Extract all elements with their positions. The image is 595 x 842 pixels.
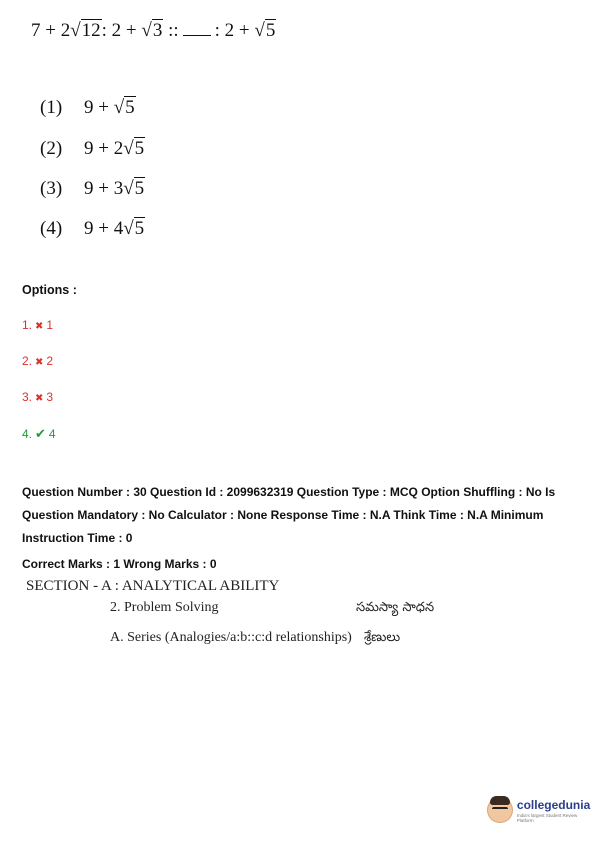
- choice-number: (4): [40, 218, 63, 239]
- choice-number: (3): [40, 178, 63, 199]
- check-icon: ✔: [35, 426, 46, 441]
- option-value: 2: [46, 354, 54, 368]
- options-title: Options :: [22, 283, 77, 297]
- option-1: [22, 318, 53, 332]
- radicand-12: 12: [81, 20, 101, 41]
- sqrt-sign: √: [123, 178, 134, 199]
- radicand-3: 3: [152, 20, 163, 41]
- question-meta-line-1: Question Number : 30 Question Id : 2099632319 Question Type : MCQ Option Shuffling : No Is: [22, 485, 556, 499]
- option-value: 3: [46, 390, 54, 404]
- sqrt-sign: √: [113, 97, 125, 118]
- choice-coef: 4: [113, 218, 124, 239]
- question-term-b: : 2 +: [101, 20, 142, 41]
- choice-number: (2): [40, 138, 63, 159]
- question-term-a: 7 + 2: [31, 20, 71, 41]
- sqrt-sign: √: [123, 218, 134, 239]
- choice-2: [40, 138, 145, 160]
- option-number: 2.: [22, 354, 33, 368]
- option-3: [22, 390, 53, 404]
- choice-radicand: 5: [134, 218, 145, 239]
- choice-prefix: 9 +: [84, 178, 114, 199]
- cross-icon: ✖: [35, 393, 44, 404]
- choice-coef: 2: [113, 138, 124, 159]
- sqrt-sign: √: [123, 138, 134, 159]
- sqrt-sign: √: [141, 20, 152, 41]
- subsection-series-telugu: శ్రేణులు: [364, 630, 401, 645]
- sqrt-sign: √: [70, 20, 81, 41]
- sqrt-sign: √: [254, 20, 265, 41]
- logo-tagline: India's largest Student Review Platform: [516, 812, 578, 823]
- option-value: 4: [48, 427, 56, 441]
- logo-name: collegedunia: [516, 797, 591, 812]
- collegedunia-logo: [487, 797, 595, 823]
- choice-4: [40, 218, 145, 240]
- answer-blank: [183, 21, 211, 36]
- choice-3: [40, 178, 145, 200]
- choice-number: (1): [40, 97, 63, 118]
- question-term-d: : 2 +: [214, 20, 255, 41]
- option-number: 3.: [22, 390, 33, 404]
- choice-1: [40, 97, 136, 119]
- subsection-problem-solving: 2. Problem Solving: [110, 600, 219, 615]
- option-value: 1: [46, 318, 54, 332]
- choice-radicand: 5: [125, 97, 135, 118]
- marks-line: Correct Marks : 1 Wrong Marks : 0: [22, 557, 217, 571]
- mascot-icon: [487, 797, 513, 823]
- radicand-5: 5: [265, 20, 276, 41]
- option-2: [22, 354, 53, 368]
- choice-prefix: 9 +: [84, 218, 114, 239]
- cross-icon: ✖: [35, 357, 44, 368]
- choice-radicand: 5: [134, 138, 145, 159]
- question-meta-line-2: Question Mandatory : No Calculator : None Response Time : N.A Think Time : N.A Minimum: [22, 508, 544, 522]
- choice-coef: 3: [113, 178, 124, 199]
- choice-prefix: 9 +: [84, 138, 114, 159]
- question-expression: [31, 20, 276, 42]
- option-4: [22, 426, 56, 442]
- section-title: SECTION - A : ANALYTICAL ABILITY: [26, 578, 280, 594]
- question-meta-line-3: Instruction Time : 0: [22, 531, 133, 545]
- cross-icon: ✖: [35, 321, 44, 332]
- choice-prefix: 9 +: [84, 97, 114, 118]
- choice-radicand: 5: [134, 178, 145, 199]
- option-number: 4.: [22, 427, 33, 441]
- option-number: 1.: [22, 318, 33, 332]
- subsection-series: A. Series (Analogies/a:b::c:d relationships): [110, 630, 352, 645]
- subsection-problem-solving-telugu: సమస్యా సాధన: [356, 600, 435, 615]
- question-term-c: ::: [163, 20, 179, 41]
